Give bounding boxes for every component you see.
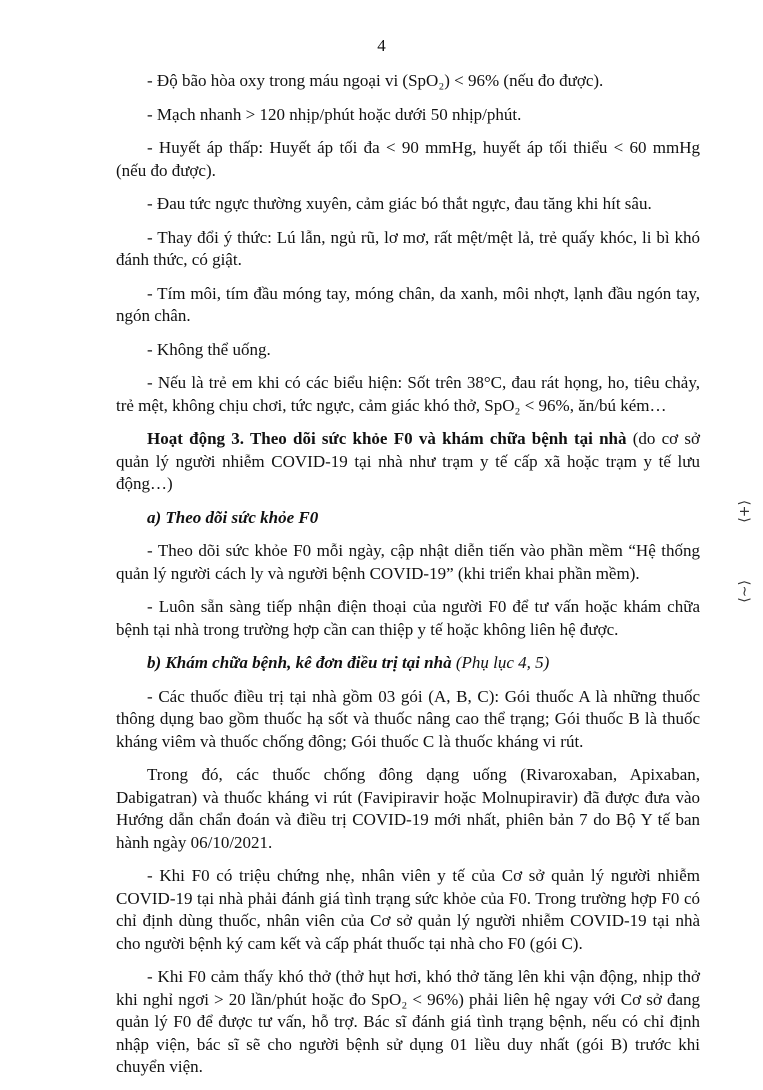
paragraph-monitoring: - Theo dõi sức khỏe F0 mỗi ngày, cập nhật diễn tiến vào phần mềm “Hệ thống quản lý người cách ly và người bệnh COVID-19” (khi triển khai phần mềm). (116, 541, 700, 583)
margin-handwriting-mark: ⟨+⟩ (736, 500, 752, 523)
paragraph-medicine-packs: - Các thuốc điều trị tại nhà gồm 03 gói (A, B, C): Gói thuốc A là những thuốc thông dụng bao gồm thuốc hạ sốt và thuốc nâng cao thể trạng; Gói thuốc B là thuốc kháng viêm và thuốc chống đông; Gói thuốc C là thuốc kháng vi rút. (116, 686, 700, 751)
document-body (116, 70, 700, 1090)
paragraph-anticoagulants: Trong đó, các thuốc chống đông dạng uống (Rivaroxaban, Apixaban, Dabigatran) và thuốc kháng vi rút (Favipiravir hoặc Molnupiravir) đã được đưa vào Hướng dẫn chẩn đoán và điều trị COVID-19 mới nhất, phiên bản 7 do Bộ Y tế ban hành ngày 06/10/2021. (116, 765, 700, 852)
activity-3-note: (do cơ sở quản lý người nhiễm COVID-19 tại nhà như trạm y tế cấp xã hoặc trạm y tế lưu động…) (116, 429, 700, 493)
section-b-heading (116, 652, 700, 675)
paragraph-consciousness: - Thay đổi ý thức: Lú lẫn, ngủ rũ, lơ mơ, rất mệt/mệt lả, trẻ quấy khóc, li bì khó đánh thức, có giật. (116, 227, 700, 269)
activity-3-heading (116, 428, 700, 496)
margin-handwriting-mark: ⟨~⟩ (736, 580, 752, 603)
activity-3-title: Hoạt động 3. Theo dõi sức khỏe F0 và khám chữa bệnh tại nhà (147, 429, 627, 448)
paragraph-spo2: - Độ bão hòa oxy trong máu ngoại vi (SpO₂) < 96% (nếu đo được). (147, 71, 604, 90)
paragraph-chest-pain: - Đau tức ngực thường xuyên, cảm giác bó thắt ngực, đau tăng khi hít sâu. (147, 194, 652, 213)
section-b-title: b) Khám chữa bệnh, kê đơn điều trị tại nhà (147, 653, 452, 672)
section-b-note: (Phụ lục 4, 5) (451, 653, 550, 672)
paragraph-children: - Nếu là trẻ em khi có các biểu hiện: Sốt trên 38°C, đau rát họng, ho, tiêu chảy, trẻ mệt, không chịu chơi, tức ngực, cảm giác khó thở, SpO₂ < 96%, ăn/bú kém… (116, 373, 700, 415)
paragraph-mild-symptoms: - Khi F0 có triệu chứng nhẹ, nhân viên y tế của Cơ sở quản lý người nhiễm COVID-19 tại nhà phải đánh giá tình trạng sức khỏe của F0. Trong trường hợp F0 có chỉ định dùng thuốc, nhân viên của Cơ sở quản lý người nhiễm COVID-19 tại nhà cho người bệnh ký cam kết và cấp phát thuốc tại nhà cho F0 (gói C). (116, 866, 700, 953)
section-a-heading: a) Theo dõi sức khỏe F0 (147, 507, 319, 527)
paragraph-pulse: - Mạch nhanh > 120 nhịp/phút hoặc dưới 50 nhịp/phút. (147, 104, 522, 124)
paragraph-cannot-drink: - Không thể uống. (147, 339, 271, 359)
paragraph-blood-pressure: - Huyết áp thấp: Huyết áp tối đa < 90 mmHg, huyết áp tối thiểu < 60 mmHg (nếu đo được). (116, 138, 700, 180)
paragraph-breathing-difficulty: - Khi F0 cảm thấy khó thở (thở hụt hơi, khó thở tăng lên khi vận động, nhịp thở khi nghỉ ngơi > 20 lần/phút hoặc đo SpO₂ < 96%) phải liên hệ ngay với Cơ sở đang quản lý F0 để được tư vấn, hỗ trợ. Bác sĩ đánh giá tình trạng bệnh, nếu có chỉ định nhập viện, bác sĩ sẽ cho người bệnh sử dụng 01 liều duy nhất (gói B) trước khi chuyển viện. (116, 967, 700, 1076)
page-number: 4 (377, 36, 386, 55)
paragraph-cyanosis: - Tím môi, tím đầu móng tay, móng chân, da xanh, môi nhợt, lạnh đầu ngón tay, ngón chân. (116, 283, 700, 325)
paragraph-phone-ready: - Luôn sẵn sàng tiếp nhận điện thoại của người F0 để tư vấn hoặc khám chữa bệnh tại nhà trong trường hợp cần can thiệp y tế hoặc không liên hệ được. (116, 597, 700, 639)
